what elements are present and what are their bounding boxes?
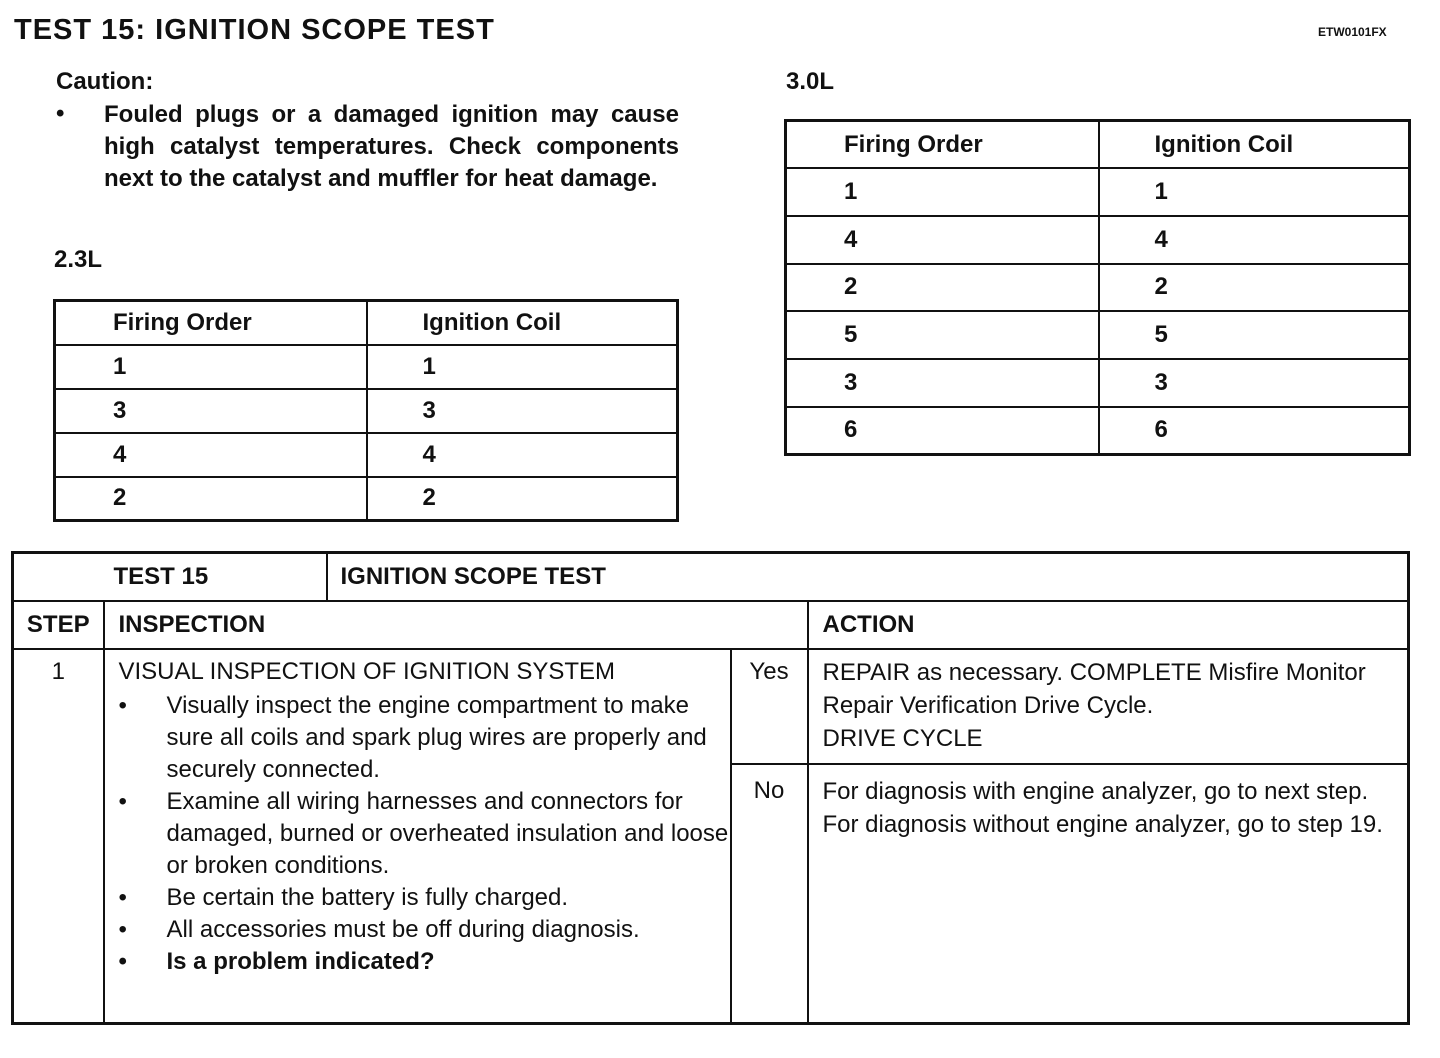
test-label: TEST 15 [104,553,327,602]
inspection-item-text: All accessories must be off during diagnosis. [166,916,640,943]
col-step: STEP [13,601,104,649]
table-row [786,264,1410,312]
step-number: 1 [13,649,104,1023]
test-procedure-table [11,551,1410,1025]
inspection-item-text: Examine all wiring harnesses and connectors for damaged, burned or overheated insulation and loose or broken conditions. [166,788,729,879]
no-action-content [809,765,1408,849]
ignition-coil-cell: 4 [367,433,678,477]
firing-order-cell: 1 [55,345,367,389]
bullet-icon: • [118,884,127,911]
list-item [105,914,730,946]
document-code: ETW0101FX [1318,25,1387,39]
ignition-coil-cell: 2 [367,477,678,521]
inspection-list [105,690,730,978]
firing-order-cell: 5 [786,311,1099,359]
step-row-yes [13,649,1409,764]
bullet-icon: • [118,916,127,943]
table-row [786,311,1410,359]
engine-30-label: 3.0L [786,68,835,95]
table-row [55,389,678,433]
list-item [105,882,730,914]
no-action-text-2: For diagnosis without engine analyzer, go to step 19. [822,811,1383,838]
test-name: IGNITION SCOPE TEST [327,553,1409,602]
ignition-coil-cell: 1 [1099,168,1410,216]
firing-order-cell: 3 [55,389,367,433]
yes-action-text: REPAIR as necessary. COMPLETE Misfire Monitor Repair Verification Drive Cycle. [822,659,1366,719]
no-label: No [731,764,808,1023]
table-row [55,433,678,477]
table-row [786,216,1410,264]
list-item [105,690,730,786]
table-row [786,168,1410,216]
ignition-coil-cell: 5 [1099,311,1410,359]
firing-order-cell: 1 [786,168,1099,216]
no-action-text: For diagnosis with engine analyzer, go to next step. [822,778,1369,805]
bullet-icon: • [118,692,127,719]
firing-order-table-30 [784,119,1411,456]
test-header-row [13,553,1409,602]
engine-23-label: 2.3L [54,246,103,273]
ignition-coil-cell: 4 [1099,216,1410,264]
firing-order-cell: 3 [786,359,1099,407]
column-header-row [13,601,1409,649]
firing-order-table-23 [53,299,679,522]
firing-order-cell: 4 [786,216,1099,264]
table-header-row [55,301,678,345]
table-row [786,359,1410,407]
page-title: TEST 15: IGNITION SCOPE TEST [14,14,495,46]
inspection-cell [104,649,731,1023]
list-item [105,786,730,882]
firing-order-cell: 2 [786,264,1099,312]
table-row [55,477,678,521]
caution-text: Fouled plugs or a damaged ignition may cause high catalyst temperatures. Check components next to the catalyst and muffler for heat damage. [104,101,679,192]
yes-action-drive-cycle: DRIVE CYCLE [822,725,983,752]
ignition-coil-cell: 2 [1099,264,1410,312]
bullet-icon: • [118,788,127,815]
col-action: ACTION [808,601,1409,649]
no-action-cell [808,764,1409,1023]
inspection-item-text: Be certain the battery is fully charged. [166,884,569,911]
inspection-title: VISUAL INSPECTION OF IGNITION SYSTEM [118,658,616,685]
table-row [786,407,1410,455]
table-header-row [786,121,1410,169]
ignition-coil-cell: 3 [1099,359,1410,407]
inspection-question: Is a problem indicated? [166,948,435,975]
yes-label: Yes [731,649,808,764]
bullet-icon: • [118,948,127,975]
caution-bullet: • [56,100,65,127]
header-ignition-coil: Ignition Coil [367,301,678,345]
inspection-item-text: Visually inspect the engine compartment to make sure all coils and spark plug wires are properly and securely connected. [166,692,707,783]
firing-order-cell: 2 [55,477,367,521]
firing-order-cell: 6 [786,407,1099,455]
caution-heading: Caution: [56,68,154,95]
ignition-coil-cell: 1 [367,345,678,389]
yes-action-cell [808,649,1409,764]
header-ignition-coil: Ignition Coil [1099,121,1410,169]
list-item [105,946,730,978]
ignition-coil-cell: 3 [367,389,678,433]
firing-order-cell: 4 [55,433,367,477]
col-inspection: INSPECTION [104,601,808,649]
ignition-coil-cell: 6 [1099,407,1410,455]
header-firing-order: Firing Order [55,301,367,345]
test-header-blank [13,553,104,602]
table-row [55,345,678,389]
header-firing-order: Firing Order [786,121,1099,169]
yes-action-content [809,650,1408,763]
